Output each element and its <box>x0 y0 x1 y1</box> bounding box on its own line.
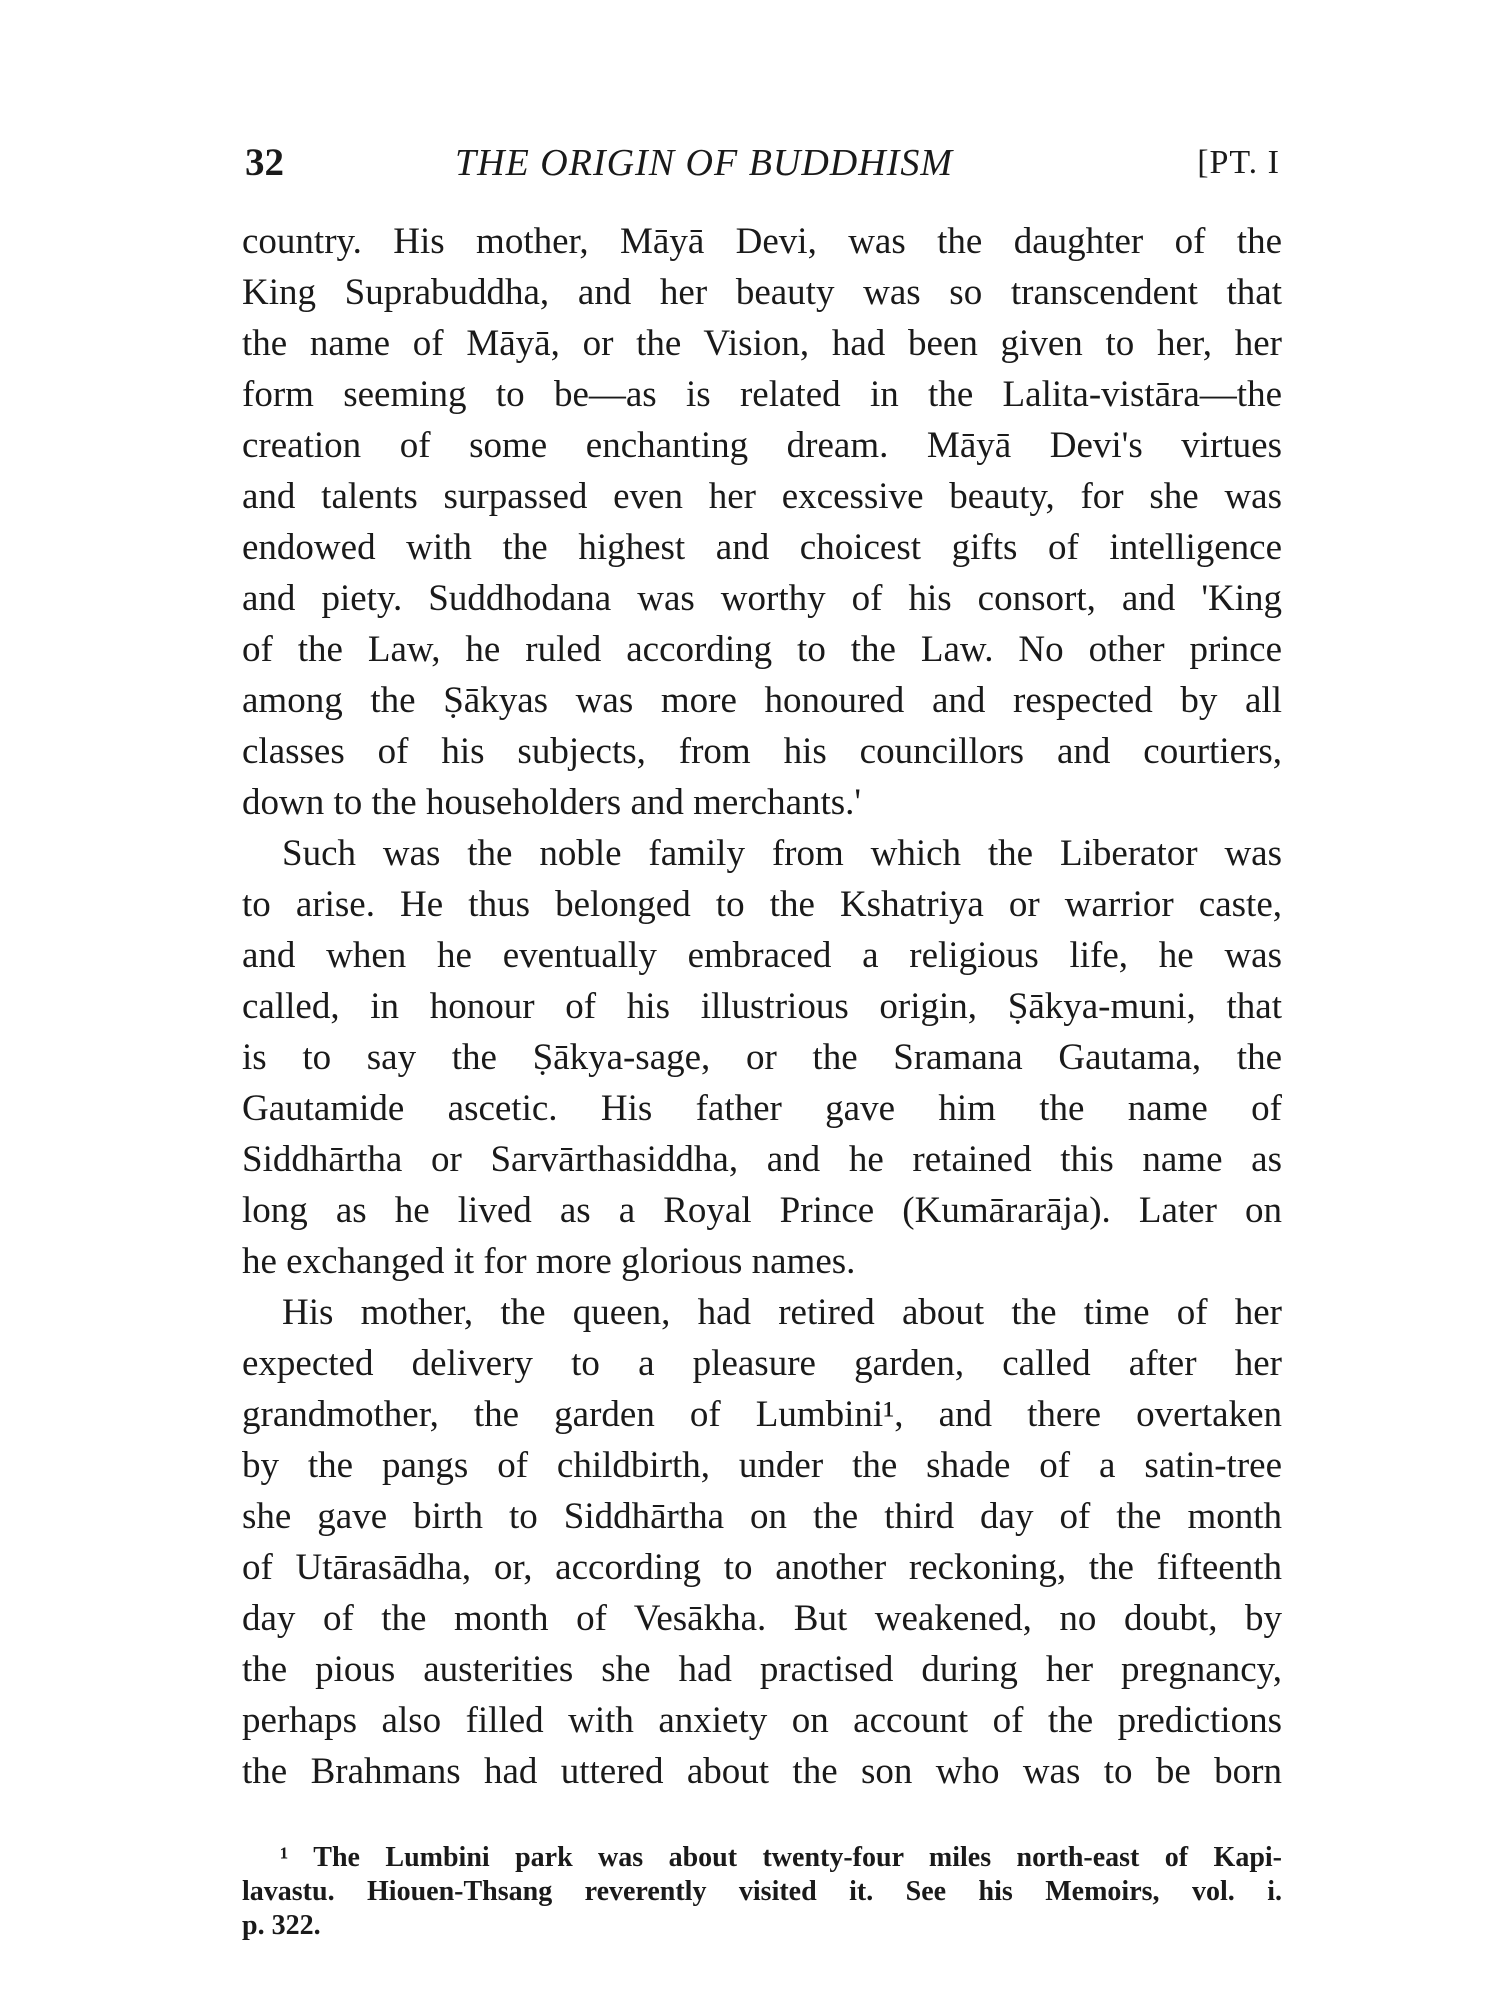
text-line: and when he eventually embraced a religious life, he was <box>242 935 1282 976</box>
text-line: form seeming to be—as is related in the Lalita-vistāra—the <box>242 374 1282 415</box>
text-line: and talents surpassed even her excessive beauty, for she was <box>242 476 1282 517</box>
footnote-line: p. 322. <box>242 1910 321 1941</box>
text-line: creation of some enchanting dream. Māyā Devi's virtues <box>242 425 1282 466</box>
text-line: is to say the Ṣākya-sage, or the Sramana Gautama, the <box>242 1037 1282 1078</box>
text-line: of the Law, he ruled according to the Law. No other prince <box>242 629 1282 670</box>
text-line: among the Ṣākyas was more honoured and respected by all <box>242 680 1282 721</box>
text-line: by the pangs of childbirth, under the shade of a satin-tree <box>242 1445 1282 1486</box>
footnote-line: lavastu. Hiouen-Thsang reverently visited it. See his Memoirs, vol. i. <box>242 1876 1282 1907</box>
text-line: Siddhārtha or Sarvārthasiddha, and he retained this name as <box>242 1139 1282 1180</box>
text-line: perhaps also filled with anxiety on account of the predictions <box>242 1700 1282 1741</box>
part-label: [PT. I <box>1197 144 1280 181</box>
footnote-line: ¹ The Lumbini park was about twenty-four miles north-east of Kapi- <box>280 1842 1282 1873</box>
text-line: called, in honour of his illustrious origin, Ṣākya-muni, that <box>242 986 1282 1027</box>
text-line: down to the householders and merchants.' <box>242 782 862 823</box>
footnote <box>242 1841 1282 1943</box>
running-head <box>245 138 1280 188</box>
text-line: country. His mother, Māyā Devi, was the daughter of the <box>242 221 1282 262</box>
text-line: long as he lived as a Royal Prince (Kumārarāja). Later on <box>242 1190 1282 1231</box>
text-line: of Utārasādha, or, according to another reckoning, the fifteenth <box>242 1547 1282 1588</box>
text-line: expected delivery to a pleasure garden, called after her <box>242 1343 1282 1384</box>
text-line: endowed with the highest and choicest gifts of intelligence <box>242 527 1282 568</box>
body-text <box>242 216 1282 1797</box>
text-line: she gave birth to Siddhārtha on the third day of the month <box>242 1496 1282 1537</box>
text-line: His mother, the queen, had retired about the time of her <box>282 1292 1282 1333</box>
page-number: 32 <box>245 141 284 184</box>
text-line: he exchanged it for more glorious names. <box>242 1241 856 1282</box>
text-line: classes of his subjects, from his councillors and courtiers, <box>242 731 1282 772</box>
text-line: and piety. Suddhodana was worthy of his consort, and 'King <box>242 578 1282 619</box>
text-line: to arise. He thus belonged to the Kshatriya or warrior caste, <box>242 884 1282 925</box>
text-line: the pious austerities she had practised during her pregnancy, <box>242 1649 1282 1690</box>
text-line: day of the month of Vesākha. But weakened, no doubt, by <box>242 1598 1282 1639</box>
text-line: the Brahmans had uttered about the son who was to be born <box>242 1751 1282 1792</box>
text-line: Such was the noble family from which the Liberator was <box>282 833 1282 874</box>
text-line: grandmother, the garden of Lumbini¹, and there overtaken <box>242 1394 1282 1435</box>
running-title: THE ORIGIN OF BUDDHISM <box>455 142 953 184</box>
text-line: the name of Māyā, or the Vision, had been given to her, her <box>242 323 1282 364</box>
text-line: King Suprabuddha, and her beauty was so transcendent that <box>242 272 1282 313</box>
text-line: Gautamide ascetic. His father gave him the name of <box>242 1088 1282 1129</box>
